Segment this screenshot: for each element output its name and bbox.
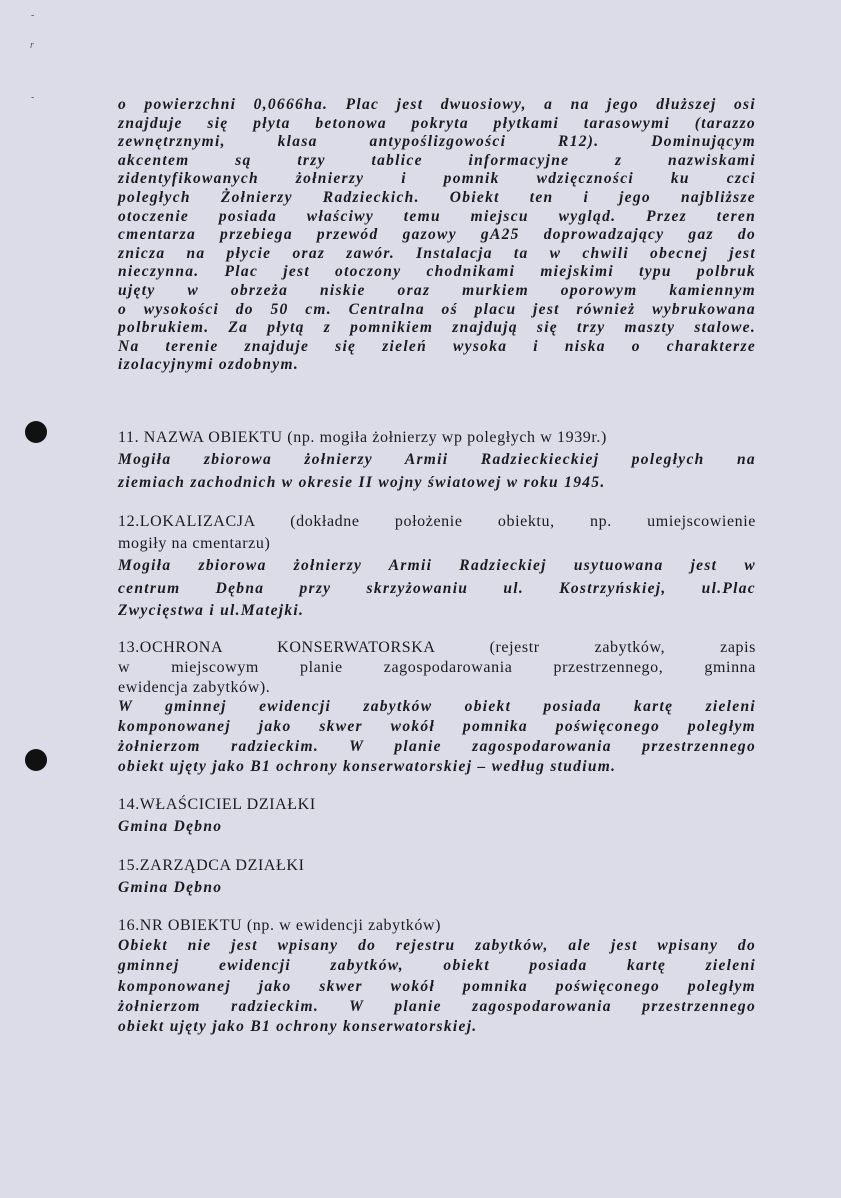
- section-12-text-line: centrum Dębna przy skrzyżowaniu ul. Kostrzyńskiej, ul.Plac: [118, 579, 756, 597]
- section-13-heading: 13.OCHRONA KONSERWATORSKA (rejestr zabytków, zapis: [118, 639, 756, 656]
- intro-text-line: izolacyjnymi ozdobnym.: [118, 356, 300, 374]
- margin-mark: r: [30, 40, 34, 51]
- margin-mark: -: [31, 92, 35, 103]
- intro-text-line: nieczynna. Plac jest otoczony chodnikami miejskimi typu polbruk: [118, 263, 756, 281]
- intro-text-line: Na terenie znajduje się zieleń wysoka i niska o charakterze: [118, 337, 756, 355]
- intro-text-line: o wysokości do 50 cm. Centralna oś placu jest również wybrukowana: [118, 300, 756, 318]
- intro-text-line: polbrukiem. Za płytą z pomnikiem znajdują się trzy maszty stalowe.: [118, 319, 756, 337]
- margin-mark: -: [31, 10, 35, 21]
- section-12-heading: mogiły na cmentarzu): [118, 535, 271, 553]
- punch-hole: [25, 749, 47, 771]
- intro-text-line: o powierzchni 0,0666ha. Plac jest dwuosiowy, a na jego dłuższej osi: [118, 96, 756, 113]
- section-16-text-line: komponowanej jako skwer wokół pomnika poświęconego poległym: [118, 977, 756, 995]
- section-12-text-line: Zwycięstwa i ul.Matejki.: [118, 601, 305, 619]
- section-14-heading: 14.WŁAŚCICIEL DZIAŁKI: [118, 796, 316, 813]
- intro-text-line: akcentem są trzy tablice informacyjne z nazwiskami: [118, 151, 756, 169]
- intro-text-line: znajduje się płyta betonowa pokryta płytkami tarasowymi (tarazzo: [118, 114, 756, 132]
- section-13-heading: w miejscowym planie zagospodarowania przestrzennego, gminna: [118, 658, 756, 676]
- intro-text-line: otoczenie posiada właściwy temu miejscu wygląd. Przez teren: [118, 207, 756, 225]
- section-12-heading: 12.LOKALIZACJA (dokładne położenie obiektu, np. umiejscowienie: [118, 513, 756, 530]
- intro-text-line: poległych Żołnierzy Radzieckich. Obiekt ten i jego najbliższe: [118, 189, 756, 206]
- section-13-text-line: W gminnej ewidencji zabytków obiekt posiada kartę zieleni: [118, 698, 756, 716]
- section-15-heading: 15.ZARZĄDCA DZIAŁKI: [118, 857, 305, 874]
- section-16-text-line: żołnierzom radzieckim. W planie zagospodarowania przestrzennego: [118, 997, 756, 1015]
- intro-text-line: znicza na płycie oraz zawór. Instalacja ta w chwili obecnej jest: [118, 244, 756, 262]
- section-16-heading: 16.NR OBIEKTU (np. w ewidencji zabytków): [118, 917, 442, 934]
- section-11-heading: 11. NAZWA OBIEKTU (np. mogiła żołnierzy wp poległych w 1939r.): [118, 429, 607, 446]
- intro-text-line: zewnętrznymi, klasa antypoślizgowości R12). Dominującym: [118, 133, 756, 151]
- section-13-text-line: obiekt ujęty jako B1 ochrony konserwatorskiej – według studium.: [118, 757, 617, 775]
- intro-text-line: ujęty w obrzeża niskie oraz murkiem oporowym kamiennym: [118, 282, 756, 299]
- section-13-text-line: żołnierzom radzieckim. W planie zagospodarowania przestrzennego: [118, 738, 756, 755]
- intro-text-line: zidentyfikowanych żołnierzy i pomnik wdzięczności ku czci: [118, 170, 756, 188]
- section-11-text-line: ziemiach zachodnich w okresie II wojny światowej w roku 1945.: [118, 473, 606, 491]
- intro-text-line: cmentarza przebiega przewód gazowy gA25 doprowadzający gaz do: [118, 226, 756, 244]
- section-16-text-line: obiekt ujęty jako B1 ochrony konserwatorskiej.: [118, 1018, 478, 1035]
- section-13-text-line: komponowanej jako skwer wokół pomnika poświęconego poległym: [118, 718, 756, 736]
- section-15-text-line: Gmina Dębno: [118, 878, 223, 896]
- section-11-text-line: Mogiła zbiorowa żołnierzy Armii Radzieckieckiej poległych na: [118, 451, 756, 469]
- section-12-text-line: Mogiła zbiorowa żołnierzy Armii Radzieckiej usytuowana jest w: [118, 557, 756, 575]
- section-13-heading: ewidencja zabytków).: [118, 678, 271, 696]
- section-16-text-line: Obiekt nie jest wpisany do rejestru zabytków, ale jest wpisany do: [118, 937, 756, 955]
- punch-hole: [25, 421, 47, 443]
- section-14-text-line: Gmina Dębno: [118, 817, 223, 835]
- section-16-text-line: gminnej ewidencji zabytków, obiekt posiada kartę zieleni: [118, 957, 756, 975]
